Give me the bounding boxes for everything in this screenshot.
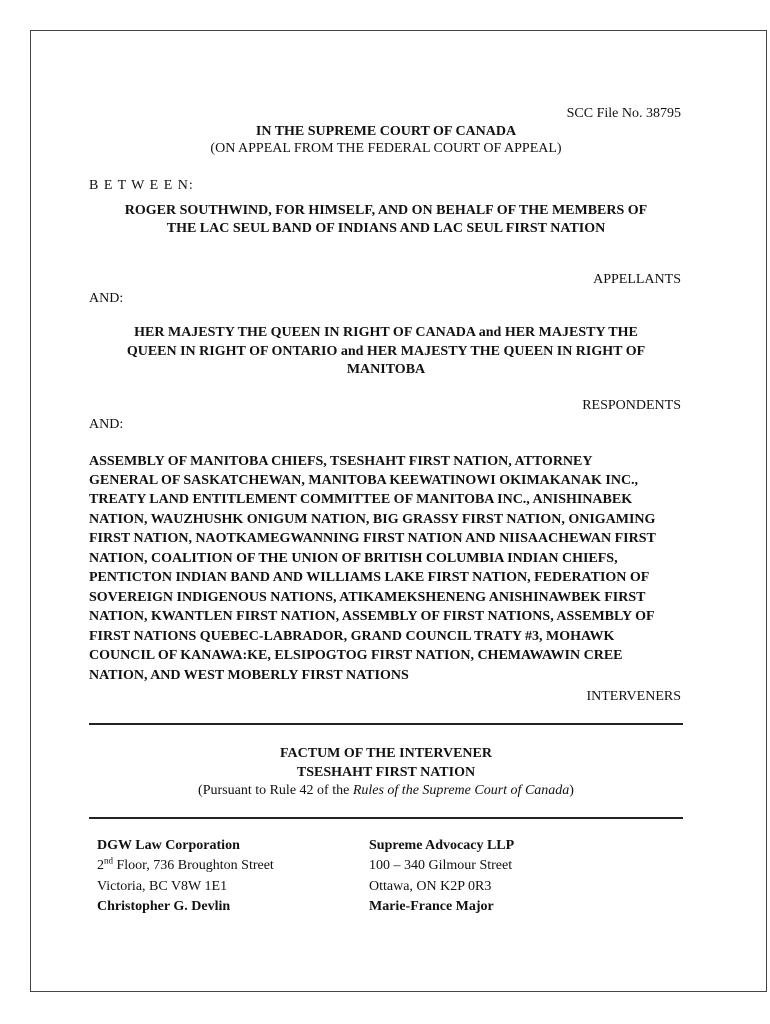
factum-title: FACTUM OF THE INTERVENER — [280, 746, 492, 761]
interveners-line: NATION, COALITION OF THE UNION OF BRITISH COLUMBIA INDIAN CHIEFS, — [89, 551, 618, 566]
interveners-line: PENTICTON INDIAN BAND AND WILLIAMS LAKE FIRST NATION, FEDERATION OF — [89, 570, 650, 585]
and-label-2: AND: — [89, 417, 124, 432]
counsel-left-city: Victoria, BC V8W 1E1 — [97, 879, 228, 894]
counsel-right-city: Ottawa, ON K2P 0R3 — [369, 879, 492, 894]
divider-top — [89, 723, 683, 725]
pursuant-prefix: (Pursuant to Rule 42 of the — [198, 783, 353, 798]
counsel-right-lawyer: Marie-France Major — [369, 899, 494, 914]
respondents-names-line-2: QUEEN IN RIGHT OF ONTARIO and HER MAJESTY THE QUEEN IN RIGHT OF — [126, 344, 646, 359]
address-street: Floor, 736 Broughton Street — [113, 858, 274, 873]
appeal-from: (ON APPEAL FROM THE FEDERAL COURT OF APPEAL) — [210, 141, 562, 156]
interveners-line: ASSEMBLY OF MANITOBA CHIEFS, TSESHAHT FIRST NATION, ATTORNEY — [89, 454, 593, 469]
counsel-left-address — [97, 857, 274, 874]
court-title: IN THE SUPREME COURT OF CANADA — [255, 124, 517, 139]
between-label: B E T W E E N: — [89, 178, 194, 193]
counsel-left-lawyer: Christopher G. Devlin — [97, 899, 231, 914]
interveners-line: COUNCIL OF KANAWA:KE, ELSIPOGTOG FIRST NATION, CHEMAWAWIN CREE — [89, 648, 623, 663]
address-floor-suffix: nd — [104, 855, 113, 866]
address-floor-number: 2 — [97, 858, 104, 873]
rules-title: Rules of the Supreme Court of Canada — [352, 783, 570, 798]
interveners-line: NATION, KWANTLEN FIRST NATION, ASSEMBLY OF FIRST NATIONS, ASSEMBLY OF — [89, 609, 655, 624]
appellants-names-line-1: ROGER SOUTHWIND, FOR HIMSELF, AND ON BEHALF OF THE MEMBERS OF — [124, 203, 648, 218]
interveners-line: SOVEREIGN INDIGENOUS NATIONS, ATIKAMEKSHENENG ANISHINAWBEK FIRST — [89, 590, 646, 605]
divider-bottom — [89, 817, 683, 819]
interveners-role: INTERVENERS — [586, 689, 681, 704]
respondents-names-line-3: MANITOBA — [346, 362, 426, 377]
interveners-line: GENERAL OF SASKATCHEWAN, MANITOBA KEEWATINOWI OKIMAKANAK INC., — [89, 473, 639, 488]
interveners-line: NATION, AND WEST MOBERLY FIRST NATIONS — [89, 668, 409, 683]
file-number: SCC File No. 38795 — [566, 106, 681, 121]
appellants-role: APPELLANTS — [593, 272, 681, 287]
and-label-1: AND: — [89, 291, 124, 306]
counsel-right-address: 100 – 340 Gilmour Street — [369, 858, 513, 873]
factum-pursuant — [89, 782, 683, 799]
appellants-names-line-2: THE LAC SEUL BAND OF INDIANS AND LAC SEUL FIRST NATION — [166, 221, 606, 236]
pursuant-suffix: ) — [569, 783, 574, 798]
counsel-left-firm: DGW Law Corporation — [97, 838, 240, 853]
interveners-line: NATION, WAUZHUSHK ONIGUM NATION, BIG GRASSY FIRST NATION, ONIGAMING — [89, 512, 656, 527]
respondents-names-line-1: HER MAJESTY THE QUEEN IN RIGHT OF CANADA and HER MAJESTY THE — [134, 325, 638, 340]
counsel-right-firm: Supreme Advocacy LLP — [369, 838, 515, 853]
respondents-role: RESPONDENTS — [582, 398, 681, 413]
interveners-line: FIRST NATIONS QUEBEC-LABRADOR, GRAND COUNCIL TRATY #3, MOHAWK — [89, 629, 615, 644]
interveners-line: TREATY LAND ENTITLEMENT COMMITTEE OF MANITOBA INC., ANISHINABEK — [89, 492, 633, 507]
interveners-line: FIRST NATION, NAOTKAMEGWANNING FIRST NATION AND NIISAACHEWAN FIRST — [89, 531, 656, 546]
factum-party: TSESHAHT FIRST NATION — [296, 765, 476, 780]
document-page — [30, 30, 767, 992]
